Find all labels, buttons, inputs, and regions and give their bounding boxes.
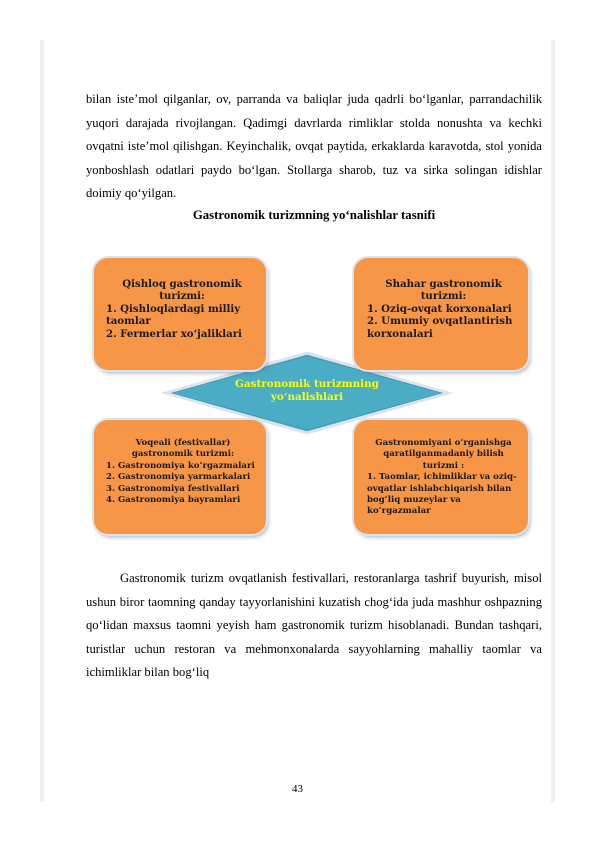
box-title: turizmi :	[422, 460, 465, 471]
box-title: turizmi:	[420, 290, 467, 303]
box-item: 1. Qishloqlardagi milliy taomlar	[106, 302, 241, 328]
diagram-heading: Gastronomik turizmning yo‘nalishlar tasnifi	[192, 208, 436, 222]
box-item: 1. Gastronomiya ko‘rgazmalari	[106, 460, 255, 471]
box-title: qaratilganmadaniy bilish	[383, 449, 504, 460]
box-item: 1. Taomlar, ichimliklar va oziq-ovqatlar ishlabchiqarish bilan bog‘liq muzeylar va ko‘rgazmalar	[367, 472, 517, 517]
center-label-line: yo‘nalishlari	[270, 390, 344, 403]
box-title: Voqeali (festivallar)	[135, 438, 231, 448]
box-title: Shahar gastronomik	[385, 278, 502, 290]
center-label-line: Gastronomik turizmning	[235, 378, 379, 390]
center-diamond-label	[222, 378, 392, 403]
box-item: 2. Gastronomiya yarmarkalari	[106, 472, 251, 483]
page-number: 43	[292, 783, 303, 795]
box-item: 2. Umumiy ovqatlantirish korxonalari	[367, 315, 513, 340]
box-title: turizmi:	[159, 290, 205, 303]
rural-gastronomic-tourism-box	[94, 258, 266, 370]
box-title: gastronomik turizmi:	[131, 449, 235, 460]
gastronomic-tourism-diagram	[86, 250, 536, 546]
box-item: 2. Fermerlar xo‘jaliklari	[106, 327, 242, 340]
event-gastronomic-tourism-box	[94, 420, 266, 534]
box-item: 3. Gastronomiya festivallari	[106, 483, 240, 494]
paragraph-intro: bilan isteʼmol qilganlar, ov, parranda va baliqlar juda qadrli bo‘lganlar, parrandachilik yuqori darajada rivojlangan. Qadimgi davrlarda rimliklar stolda nonushta va kechki ovqatni isteʼmol qilishgan. Keyinchalik, ovqat paytida, erkaklarda karavotda, stol yonida yonboshlash odatlari paydo bo‘lgan. Stollarga sharob, tuz va sirka solingan idishlar doimiy qo‘yilgan.	[86, 92, 542, 201]
box-title: Gastronomiyani o‘rganishga	[375, 438, 512, 448]
paragraph-gastronomic-tourism: Gastronomik turizm ovqatlanish festivallari, restoranlarga tashrif buyurish, misol ushun biror taomning qanday tayyorlanishini kuzatish chog‘ida juda mashhur oshpazning qo‘lidan maxsus taomni yeyish ham gastronomik turizm hisoblanadi. Bundan tashqari, turistlar uchun restoran va mehmonxonalarda sayyohlarning mahalliy taomlar va ichimliklar bilan bog‘liq	[86, 571, 542, 680]
urban-gastronomic-tourism-box	[354, 258, 528, 370]
box-title: Qishloq gastronomik	[122, 278, 242, 290]
box-item: 1. Oziq-ovqat korxonalari	[367, 302, 512, 315]
box-item: 4. Gastronomiya bayramlari	[106, 495, 241, 506]
cultural-gastronomic-tourism-box	[354, 420, 528, 534]
